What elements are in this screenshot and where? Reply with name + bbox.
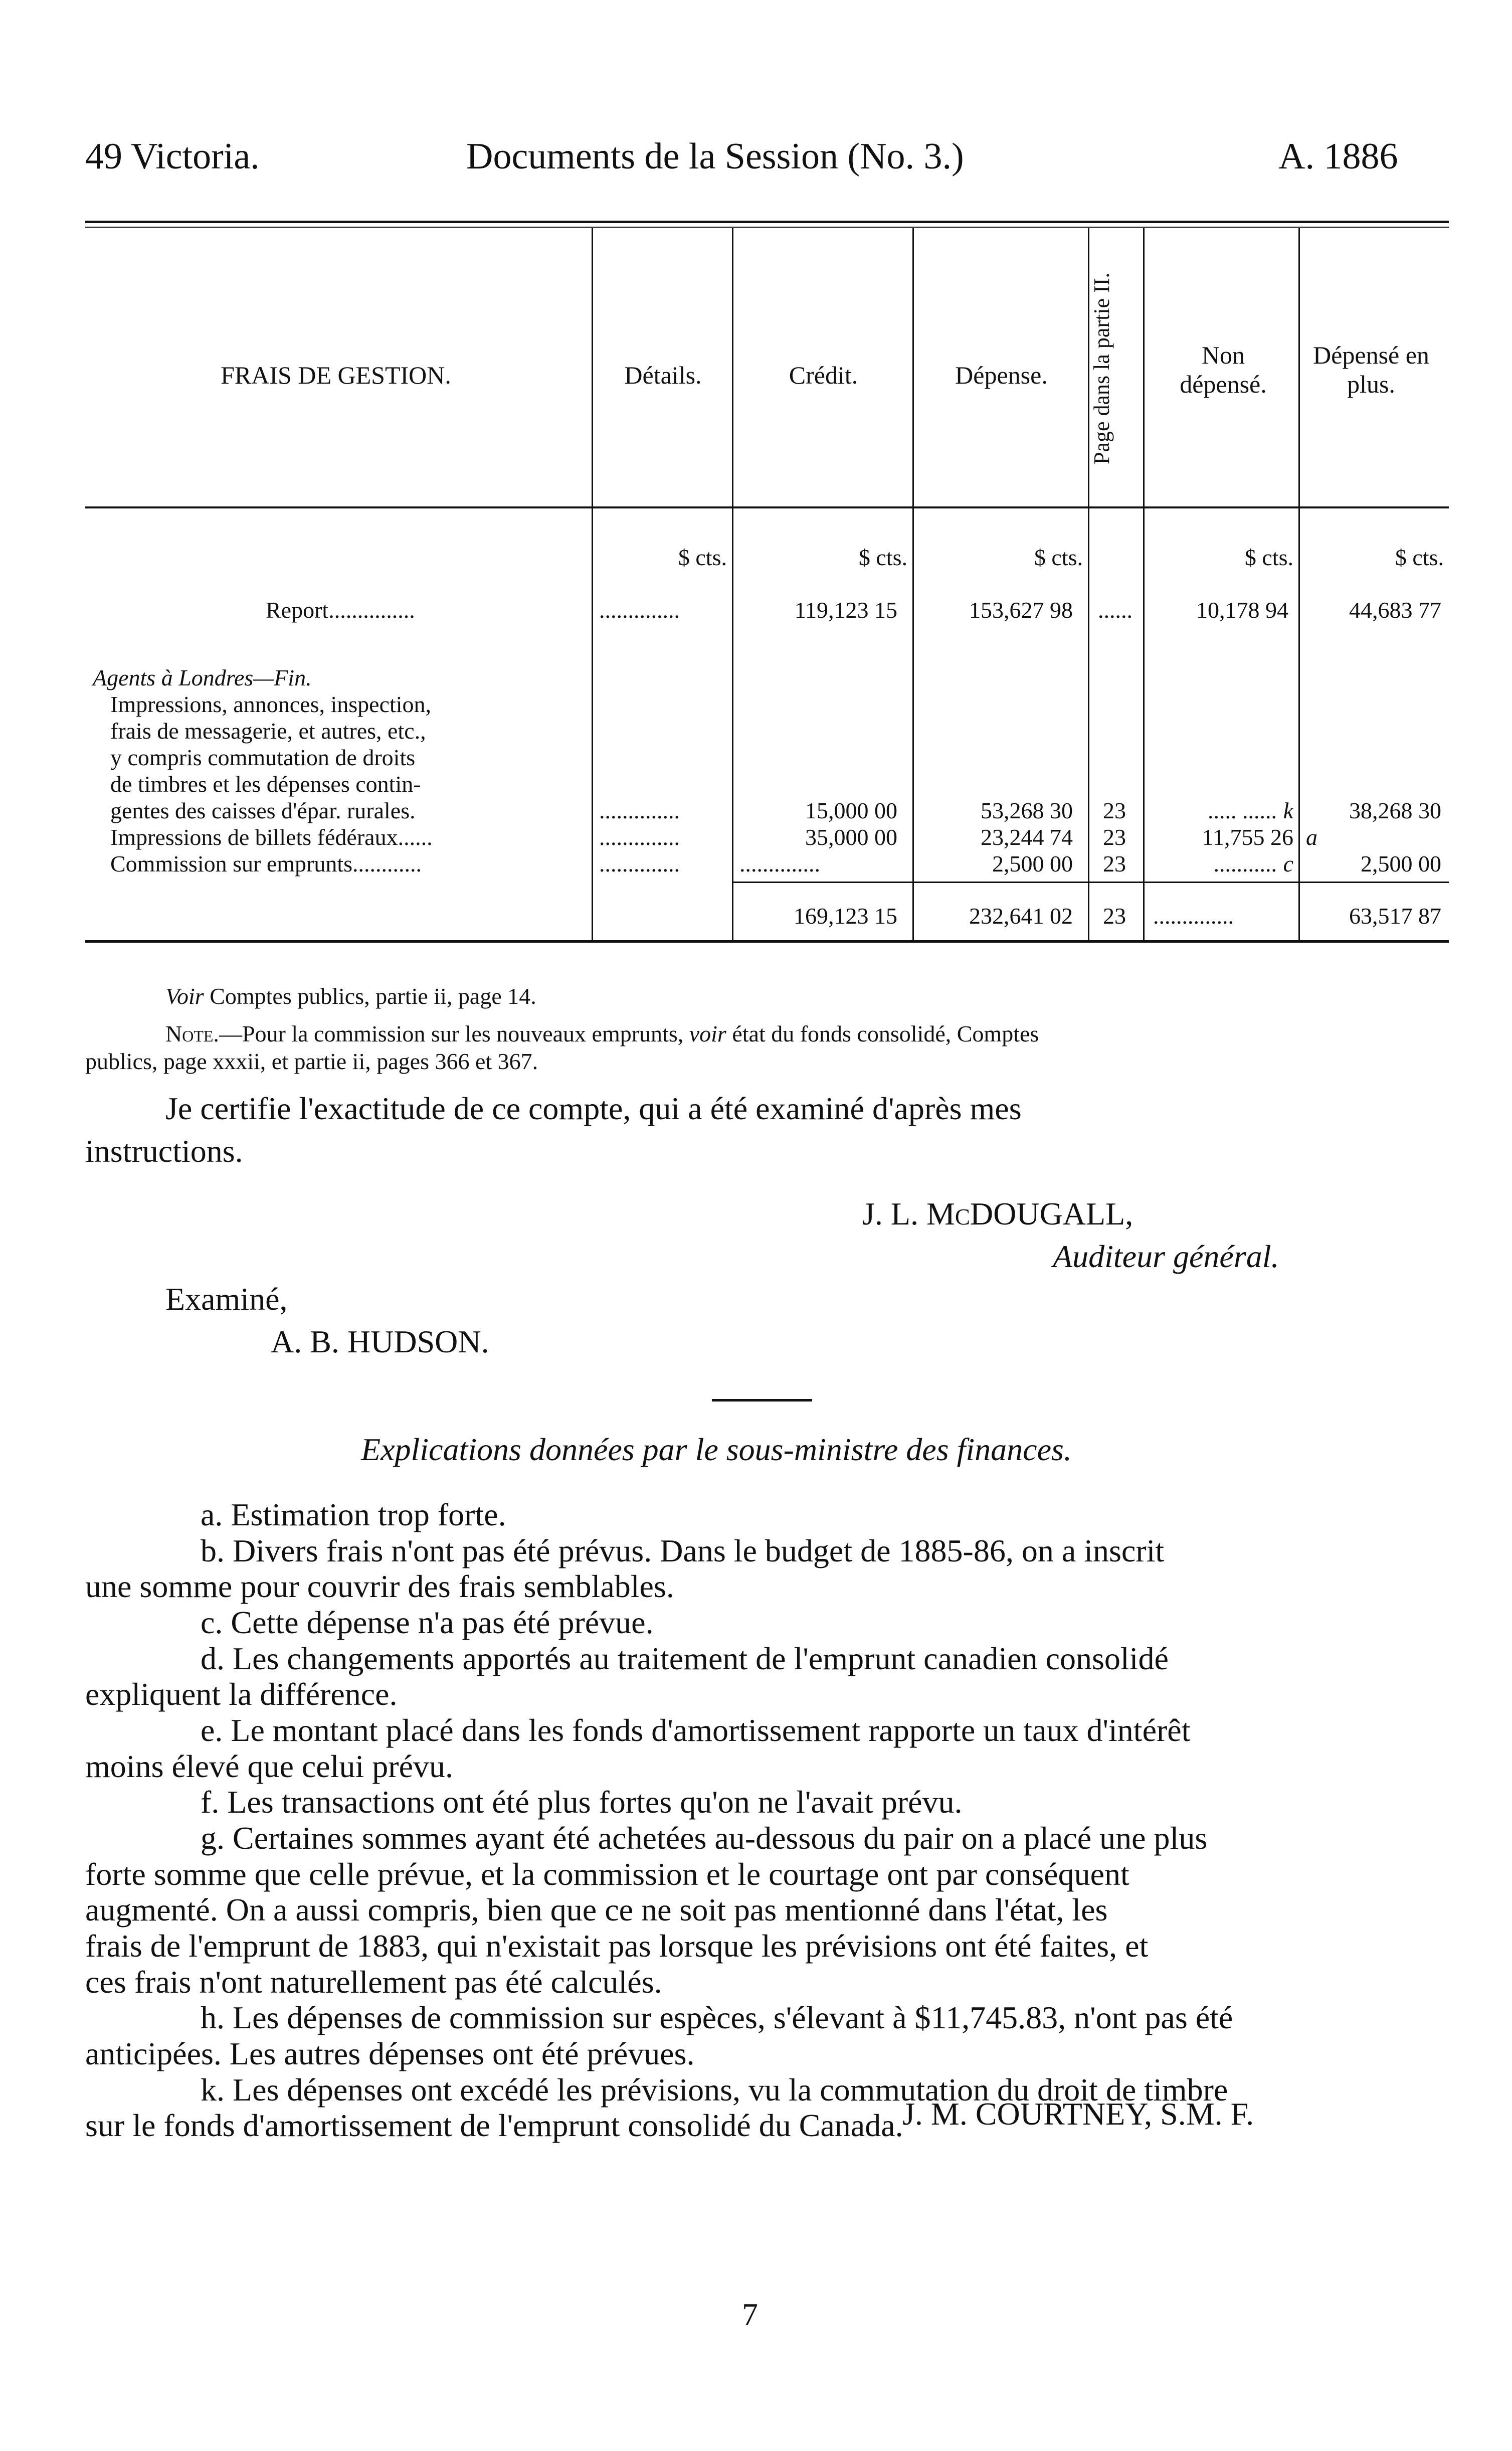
- total-credit: 169,123 15: [794, 903, 897, 929]
- voir-note: [165, 983, 536, 1009]
- page-number: 7: [742, 2297, 758, 2332]
- row-label-line: frais de messagerie, et autres, etc.,: [110, 718, 426, 744]
- explanation-line: une somme pour couvrir des frais semblables.: [85, 1568, 674, 1605]
- row-page: 23: [1103, 824, 1126, 850]
- explanation-line: augmenté. On a aussi compris, bien que ce ne soit pas mentionné dans l'état, les: [85, 1892, 1108, 1928]
- report-credit: 119,123 15: [794, 597, 897, 623]
- report-details: ..............: [599, 597, 680, 623]
- explanation-line: forte somme que celle prévue, et la commission et le courtage ont par conséquent: [85, 1856, 1129, 1892]
- total-non-depense: ..............: [1153, 903, 1234, 929]
- header-center: Documents de la Session (No. 3.): [466, 136, 964, 177]
- examined-label: Examiné,: [165, 1281, 288, 1317]
- row-page: 23: [1103, 798, 1126, 823]
- report-depense-plus: 44,683 77: [1349, 597, 1441, 623]
- report-label: Report...............: [266, 597, 415, 623]
- total-depense-plus: 63,517 87: [1349, 903, 1441, 929]
- row-details: ..............: [599, 798, 680, 823]
- column-header-credit: Crédit.: [789, 361, 858, 389]
- note-line-2: publics, page xxxii, et partie ii, pages 366 et 367.: [85, 1048, 538, 1074]
- row-non-depense: ........... c: [1214, 851, 1293, 877]
- total-page: 23: [1103, 903, 1126, 929]
- explanation-line: f. Les transactions ont été plus fortes qu'on ne l'avait prévu.: [201, 1784, 963, 1820]
- column-header-title: FRAIS DE GESTION.: [221, 361, 451, 389]
- deputy-minister-signature: J. M. COURTNEY, S.M. F.: [902, 2096, 1254, 2132]
- section-heading: Agents à Londres—Fin.: [93, 665, 312, 690]
- certification-line: Je certifie l'exactitude de ce compte, qui a été examiné d'après mes: [165, 1091, 1022, 1126]
- unit-non-depense: $ cts.: [1244, 545, 1293, 570]
- header-right: A. 1886: [1278, 136, 1398, 177]
- note-text: —Pour la commission sur les nouveaux emprunts,: [219, 1021, 689, 1046]
- header-left: 49 Victoria.: [85, 136, 260, 177]
- row-page: 23: [1103, 851, 1126, 877]
- row-label-line: Impressions de billets fédéraux......: [110, 824, 433, 850]
- unit-credit: $ cts.: [858, 545, 907, 570]
- row-depense: 23,244 74: [981, 824, 1073, 850]
- report-non-depense: 10,178 94: [1196, 597, 1288, 623]
- explanation-line: moins élevé que celui prévu.: [85, 1748, 453, 1784]
- row-credit: 15,000 00: [805, 798, 897, 823]
- auditor-title: Auditeur général.: [1053, 1239, 1279, 1274]
- row-depense-plus: 38,268 30: [1349, 798, 1441, 823]
- explanation-line: d. Les changements apportés au traitement de l'emprunt canadien consolidé: [201, 1640, 1169, 1676]
- explanation-line: expliquent la différence.: [85, 1676, 398, 1712]
- row-details: ..............: [599, 851, 680, 877]
- column-header-details: Détails.: [624, 361, 702, 389]
- row-non-depense: 11,755 26: [1202, 824, 1293, 850]
- note-label: Note.: [165, 1021, 219, 1046]
- explanation-line: c. Cette dépense n'a pas été prévue.: [201, 1605, 654, 1641]
- note-voir: voir: [689, 1021, 726, 1046]
- total-depense: 232,641 02: [969, 903, 1073, 929]
- row-credit: ..............: [739, 851, 820, 877]
- row-details: ..............: [599, 824, 680, 850]
- row-depense-plus: 2,500 00: [1361, 851, 1441, 877]
- report-depense: 153,627 98: [969, 597, 1073, 623]
- explanation-line: b. Divers frais n'ont pas été prévus. Dans le budget de 1885-86, on a inscrit: [201, 1532, 1165, 1568]
- explanation-line: a. Estimation trop forte.: [201, 1497, 506, 1532]
- explanation-line: e. Le montant placé dans les fonds d'amortissement rapporte un taux d'intérêt: [201, 1712, 1191, 1748]
- explanation-line: ces frais n'ont naturellement pas été calculés.: [85, 1964, 662, 2000]
- column-header-depense-plus: Dépensé en plus.: [1313, 341, 1429, 398]
- column-header-page: Page dans la partie II.: [1089, 272, 1114, 465]
- voir-word: Voir: [165, 983, 204, 1009]
- certification-line: instructions.: [85, 1133, 243, 1169]
- explanation-line: sur le fonds d'amortissement de l'emprunt consolidé du Canada.: [85, 2108, 903, 2144]
- examiner-signature: A. B. HUDSON.: [271, 1324, 489, 1359]
- note-text: état du fonds consolidé, Comptes: [726, 1021, 1039, 1046]
- row-credit: 35,000 00: [805, 824, 897, 850]
- auditor-signature: J. L. McDOUGALL,: [862, 1196, 1133, 1232]
- row-non-depense: ..... ...... k: [1208, 798, 1293, 823]
- row-label-line: y compris commutation de droits: [110, 745, 416, 770]
- row-label-line: Commission sur emprunts............: [110, 851, 422, 877]
- explanations-title: Explications données par le sous-ministre des finances.: [361, 1432, 1072, 1467]
- note-line-1: [165, 1020, 1039, 1047]
- row-depense: 2,500 00: [992, 851, 1073, 877]
- row-depense-plus: a: [1306, 824, 1317, 850]
- unit-depense-plus: $ cts.: [1395, 545, 1444, 570]
- row-label-line: de timbres et les dépenses contin-: [110, 771, 421, 797]
- unit-depense: $ cts.: [1034, 545, 1083, 570]
- explanations-list: [85, 1497, 1449, 2144]
- unit-details: $ cts.: [678, 545, 727, 570]
- report-page: ......: [1098, 597, 1132, 623]
- voir-text: Comptes publics, partie ii, page 14.: [204, 983, 536, 1009]
- column-header-non-depense: Non dépensé.: [1180, 341, 1267, 398]
- explanation-line: k. Les dépenses ont excédé les prévisions, vu la commutation du droit de timbre: [201, 2071, 1228, 2108]
- explanation-line: h. Les dépenses de commission sur espèces, s'élevant à $11,745.83, n'ont pas été: [201, 2000, 1233, 2036]
- explanation-line: g. Certaines sommes ayant été achetées au-dessous du pair on a placé une plus: [201, 1820, 1208, 1856]
- row-depense: 53,268 30: [981, 798, 1073, 823]
- row-label-line: gentes des caisses d'épar. rurales.: [110, 798, 416, 823]
- row-label-line: Impressions, annonces, inspection,: [110, 691, 432, 717]
- column-header-depense: Dépense.: [955, 361, 1048, 389]
- section-divider: [712, 1399, 812, 1402]
- explanation-line: frais de l'emprunt de 1883, qui n'existait pas lorsque les prévisions ont été faites, et: [85, 1928, 1149, 1964]
- explanation-line: anticipées. Les autres dépenses ont été prévues.: [85, 2036, 695, 2072]
